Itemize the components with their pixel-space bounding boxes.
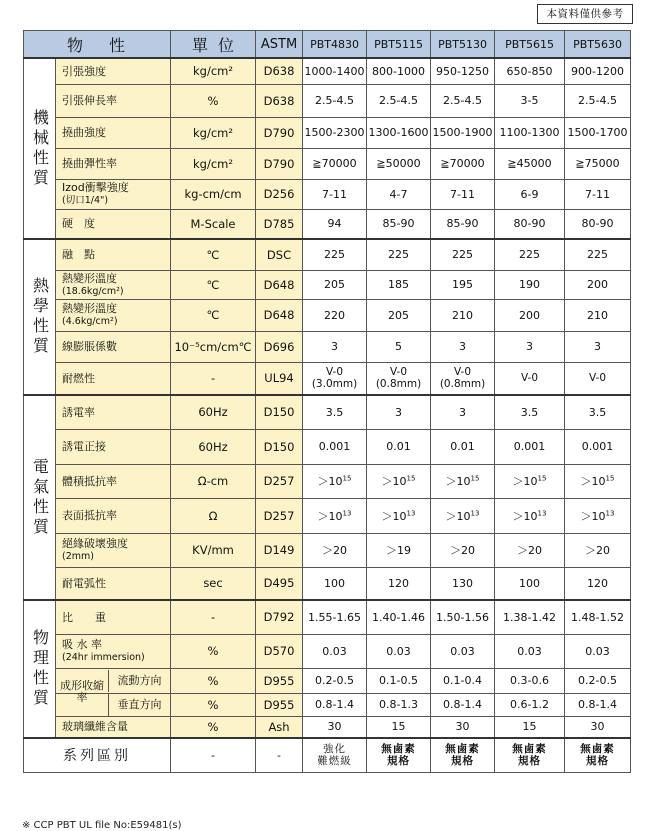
value-cell: 0.001 (495, 429, 565, 464)
property-name (56, 209, 171, 239)
value-cell: 0.2-0.5 (303, 668, 367, 693)
value-cell: 0.03 (495, 634, 565, 668)
value-cell: 0.1-0.5 (367, 668, 431, 693)
value-cell: ＞20 (303, 533, 367, 567)
value-cell: 800-1000 (367, 58, 431, 84)
value-cell: 80-90 (495, 209, 565, 239)
value-cell: 30 (303, 716, 367, 738)
value-cell: ≧75000 (565, 148, 631, 179)
value-cell: 1500-1700 (565, 117, 631, 148)
value-cell: 1.38-1.42 (495, 600, 565, 634)
property-name (56, 498, 171, 533)
value-cell (565, 464, 631, 498)
value-exponent: 15 (605, 474, 615, 483)
value-cell: 950-1250 (431, 58, 495, 84)
property-name (56, 395, 171, 429)
property-sublabel: (切口1/4") (62, 195, 109, 206)
value-cell: 3 (431, 395, 495, 429)
unit-cell: 60Hz (171, 429, 256, 464)
property-name (56, 331, 171, 362)
value-cell: 225 (495, 239, 565, 270)
property-name (56, 600, 171, 634)
value-cell (431, 464, 495, 498)
property-sublabel: (2mm) (62, 551, 94, 562)
value-cell (431, 498, 495, 533)
property-sublabel: (18.6kg/cm²) (62, 285, 124, 297)
value-cell: 225 (367, 239, 431, 270)
shrink-group-label: 成形收縮率 (60, 678, 104, 704)
value-cell: 3.5 (303, 395, 367, 429)
value-cell: 0.1-0.4 (431, 668, 495, 693)
value-cell: 0.01 (367, 429, 431, 464)
value-cell: 0.8-1.4 (303, 693, 367, 716)
unit-cell: Ω (171, 498, 256, 533)
unit-cell: 10⁻⁵cm/cm℃ (171, 331, 256, 362)
header-unit: 單位 (171, 31, 256, 59)
unit-cell: kg/cm² (171, 117, 256, 148)
table-row (24, 634, 631, 668)
value-cell: 2.5-4.5 (303, 84, 367, 117)
table-row (24, 84, 631, 117)
value-cell: 1.48-1.52 (565, 600, 631, 634)
astm-cell: D638 (256, 84, 303, 117)
astm-cell: D955 (256, 693, 303, 716)
table-row (24, 716, 631, 738)
header-row (24, 31, 631, 59)
unit-cell: kg-cm/cm (171, 179, 256, 209)
value-line: V-0 (325, 366, 344, 379)
property-name (56, 148, 171, 179)
value-line: V-0 (520, 372, 539, 385)
table-row (24, 270, 631, 299)
property-sublabel: (24hr immersion) (62, 652, 145, 663)
value-cell: 195 (431, 270, 495, 299)
value-exponent: 15 (342, 474, 352, 483)
value-cell: 225 (565, 239, 631, 270)
value-line: V-0 (453, 366, 472, 379)
value-cell: 0.001 (565, 429, 631, 464)
value-cell (303, 498, 367, 533)
value-cell: ≧50000 (367, 148, 431, 179)
property-label: 絕緣破壞強度 (62, 537, 128, 550)
header-grade: PBT5130 (431, 31, 495, 59)
value-cell: 0.01 (431, 429, 495, 464)
astm-cell: D792 (256, 600, 303, 634)
series-line: 無鹵素 (512, 743, 547, 756)
value-line: (0.8mm) (439, 378, 486, 391)
value-cell: 1500-1900 (431, 117, 495, 148)
property-label: Izod衝擊強度 (62, 181, 129, 194)
value-line: (3.0mm) (311, 378, 358, 391)
series-line: 規格 (387, 755, 411, 768)
value-cell: 0.001 (303, 429, 367, 464)
category-label: 機械性質 (24, 58, 56, 239)
unit-cell: ℃ (171, 239, 256, 270)
value-cell (495, 464, 565, 498)
astm-cell: D570 (256, 634, 303, 668)
astm-cell: D257 (256, 464, 303, 498)
unit-cell: Ω-cm (171, 464, 256, 498)
astm-cell: D150 (256, 429, 303, 464)
value-cell (565, 362, 631, 395)
property-name (56, 362, 171, 395)
value-cell: 200 (495, 299, 565, 331)
value-cell: ＞20 (565, 533, 631, 567)
value-cell: ≧70000 (303, 148, 367, 179)
value-exponent: 13 (605, 508, 615, 517)
property-name (56, 179, 171, 209)
table-row (24, 299, 631, 331)
value-cell: 1000-1400 (303, 58, 367, 84)
value-cell: 1300-1600 (367, 117, 431, 148)
value-cell: ＞20 (431, 533, 495, 567)
astm-cell: D638 (256, 58, 303, 84)
value-cell: 4-7 (367, 179, 431, 209)
value-cell: 200 (565, 270, 631, 299)
table-row (24, 148, 631, 179)
value-cell (303, 362, 367, 395)
table-row (24, 179, 631, 209)
table-row (24, 239, 631, 270)
value-line: V-0 (389, 366, 408, 379)
property-name (56, 716, 171, 738)
value-cell: 85-90 (431, 209, 495, 239)
astm-cell: D790 (256, 148, 303, 179)
value-line: V-0 (588, 372, 607, 385)
series-astm: - (256, 738, 303, 772)
value-cell: 85-90 (367, 209, 431, 239)
value-exponent: 13 (406, 508, 416, 517)
property-name (56, 464, 171, 498)
property-name (56, 270, 171, 299)
table-row (24, 395, 631, 429)
value-cell: 205 (303, 270, 367, 299)
value-cell: 225 (303, 239, 367, 270)
property-name (56, 84, 171, 117)
property-name (56, 117, 171, 148)
value-cell: 2.5-4.5 (431, 84, 495, 117)
value-cell: 0.8-1.3 (367, 693, 431, 716)
value-cell: 1500-2300 (303, 117, 367, 148)
astm-cell: D955 (256, 668, 303, 693)
value-cell: 1.40-1.46 (367, 600, 431, 634)
property-label: 耐燃性 (62, 371, 95, 385)
value-cell: 1100-1300 (495, 117, 565, 148)
value-cell: 220 (303, 299, 367, 331)
value-cell (565, 498, 631, 533)
property-label: 引張強度 (62, 64, 106, 78)
series-label: 系列區別 (24, 738, 171, 772)
property-label: 誘電率 (62, 405, 95, 419)
value-cell: 3 (431, 331, 495, 362)
astm-cell: D257 (256, 498, 303, 533)
value-cell: 185 (367, 270, 431, 299)
value-line: (0.8mm) (375, 378, 422, 391)
value-cell: 3 (565, 331, 631, 362)
property-label: 硬 度 (62, 217, 95, 231)
property-name (56, 429, 171, 464)
value-cell: 130 (431, 567, 495, 600)
value-cell: 3 (367, 395, 431, 429)
series-line: 強化 (323, 743, 347, 756)
property-label: 線膨脹係數 (62, 340, 117, 353)
value-cell: 6-9 (495, 179, 565, 209)
value-cell: 190 (495, 270, 565, 299)
category-label: 電氣性質 (24, 395, 56, 600)
unit-cell: % (171, 693, 256, 716)
value-prefix: ＞10 (512, 475, 538, 488)
property-label: 融 點 (62, 248, 95, 262)
header-property: 物性 (24, 31, 171, 59)
value-prefix: ＞10 (512, 509, 538, 523)
value-cell: 0.03 (431, 634, 495, 668)
value-cell: ≧45000 (495, 148, 565, 179)
unit-cell: ℃ (171, 270, 256, 299)
property-name (56, 239, 171, 270)
astm-cell: D696 (256, 331, 303, 362)
series-line: 規格 (451, 755, 475, 768)
header-grade: PBT5615 (495, 31, 565, 59)
series-cell (303, 738, 367, 772)
value-cell: ＞19 (367, 533, 431, 567)
property-name (56, 567, 171, 600)
unit-cell: kg/cm² (171, 148, 256, 179)
unit-cell: KV/mm (171, 533, 256, 567)
value-cell: 225 (431, 239, 495, 270)
property-label: 撓曲強度 (62, 126, 106, 139)
property-label: 誘電正接 (62, 440, 106, 453)
value-cell: 120 (565, 567, 631, 600)
series-cell (431, 738, 495, 772)
unit-cell: 60Hz (171, 395, 256, 429)
value-cell: 205 (367, 299, 431, 331)
property-label: 表面抵抗率 (62, 509, 117, 522)
value-cell: 120 (367, 567, 431, 600)
value-cell: 100 (303, 567, 367, 600)
value-cell (495, 362, 565, 395)
value-cell: 7-11 (565, 179, 631, 209)
property-label: 熱變形溫度 (62, 271, 117, 285)
footnote: ※ CCP PBT UL file No:E59481(s) (22, 820, 182, 831)
series-unit: - (171, 738, 256, 772)
series-cell (495, 738, 565, 772)
value-prefix: ＞10 (445, 509, 471, 523)
value-cell: 3.5 (565, 395, 631, 429)
astm-cell: UL94 (256, 362, 303, 395)
shrink-direction-text: 流動方向 (117, 673, 162, 687)
value-prefix: ＞10 (381, 509, 407, 523)
property-label: 耐電弧性 (62, 576, 106, 590)
header-astm: ASTM (256, 31, 303, 59)
value-prefix: ＞10 (580, 475, 606, 488)
table-row (24, 693, 631, 716)
value-cell: 650-850 (495, 58, 565, 84)
value-cell (367, 464, 431, 498)
unit-cell: M-Scale (171, 209, 256, 239)
astm-cell: Ash (256, 716, 303, 738)
unit-cell: % (171, 668, 256, 693)
value-cell: 0.03 (303, 634, 367, 668)
value-cell: 7-11 (303, 179, 367, 209)
value-cell: 3 (495, 331, 565, 362)
value-cell (431, 362, 495, 395)
value-cell: 15 (367, 716, 431, 738)
table-row (24, 498, 631, 533)
series-cell (565, 738, 631, 772)
value-cell: 15 (495, 716, 565, 738)
value-cell: ＞20 (495, 533, 565, 567)
unit-cell: - (171, 362, 256, 395)
astm-cell: D150 (256, 395, 303, 429)
value-prefix: ＞10 (317, 509, 343, 523)
value-exponent: 13 (342, 508, 352, 517)
value-prefix: ＞10 (445, 475, 471, 488)
value-cell: 3.5 (495, 395, 565, 429)
value-prefix: ＞10 (317, 475, 343, 488)
category-label: 物理性質 (24, 600, 56, 738)
value-cell: ≧70000 (431, 148, 495, 179)
table-row (24, 58, 631, 84)
unit-cell: ℃ (171, 299, 256, 331)
unit-cell: % (171, 84, 256, 117)
value-cell: 0.03 (565, 634, 631, 668)
reference-note: 本資料僅供參考 (537, 4, 633, 24)
property-label: 玻璃纖維含量 (62, 720, 128, 734)
value-cell: 5 (367, 331, 431, 362)
value-cell: 2.5-4.5 (565, 84, 631, 117)
value-cell: 2.5-4.5 (367, 84, 431, 117)
value-cell (367, 498, 431, 533)
astm-cell: D149 (256, 533, 303, 567)
value-cell: 210 (565, 299, 631, 331)
astm-cell: D256 (256, 179, 303, 209)
table-row (24, 567, 631, 600)
series-line: 規格 (586, 755, 610, 768)
series-line: 無鹵素 (445, 743, 480, 756)
property-name (56, 634, 171, 668)
astm-cell: D785 (256, 209, 303, 239)
value-cell (303, 464, 367, 498)
shrink-direction-text: 垂直方向 (117, 697, 162, 711)
value-exponent: 15 (470, 474, 480, 483)
series-line: 無鹵素 (580, 743, 615, 756)
unit-cell: sec (171, 567, 256, 600)
unit-cell: % (171, 716, 256, 738)
value-cell: 1.55-1.65 (303, 600, 367, 634)
series-line: 規格 (518, 755, 542, 768)
property-sublabel: (4.6kg/cm²) (62, 316, 118, 327)
table-row (24, 600, 631, 634)
value-cell: 3-5 (495, 84, 565, 117)
property-label: 比 重 (62, 610, 106, 624)
value-exponent: 13 (537, 508, 547, 517)
property-name (56, 299, 171, 331)
value-cell: 100 (495, 567, 565, 600)
value-cell: 0.2-0.5 (565, 668, 631, 693)
value-exponent: 15 (537, 474, 547, 483)
header-grade: PBT5630 (565, 31, 631, 59)
value-cell: 0.6-1.2 (495, 693, 565, 716)
astm-cell: D495 (256, 567, 303, 600)
property-label: 撓曲彈性率 (62, 157, 117, 170)
table-row (24, 362, 631, 395)
value-cell: 3 (303, 331, 367, 362)
value-cell: 80-90 (565, 209, 631, 239)
value-cell: 30 (431, 716, 495, 738)
astm-cell: D790 (256, 117, 303, 148)
table-row (24, 533, 631, 567)
table-row (24, 668, 631, 693)
value-cell: 1.50-1.56 (431, 600, 495, 634)
value-prefix: ＞10 (381, 475, 407, 488)
table-row (24, 117, 631, 148)
value-cell: 900-1200 (565, 58, 631, 84)
astm-cell: DSC (256, 239, 303, 270)
unit-cell: - (171, 600, 256, 634)
value-prefix: ＞10 (580, 509, 606, 523)
header-grade: PBT5115 (367, 31, 431, 59)
series-cell (367, 738, 431, 772)
value-exponent: 13 (470, 508, 480, 517)
value-cell: 30 (565, 716, 631, 738)
value-cell: 94 (303, 209, 367, 239)
property-label: 吸 水 率 (62, 638, 102, 651)
value-cell (367, 362, 431, 395)
unit-cell: kg/cm² (171, 58, 256, 84)
property-label: 熱變形溫度 (62, 302, 117, 315)
table-row (24, 331, 631, 362)
property-name (56, 533, 171, 567)
property-label: 引張伸長率 (62, 94, 117, 107)
value-cell: 0.03 (367, 634, 431, 668)
value-cell (495, 498, 565, 533)
value-cell: 0.8-1.4 (565, 693, 631, 716)
value-cell: 0.8-1.4 (431, 693, 495, 716)
properties-table (23, 30, 631, 773)
table-row (24, 209, 631, 239)
series-line: 無鹵素 (381, 743, 416, 756)
header-grade: PBT4830 (303, 31, 367, 59)
astm-cell: D648 (256, 299, 303, 331)
property-label: 體積抵抗率 (62, 474, 117, 488)
series-line: 難燃級 (317, 755, 352, 768)
category-label: 熱學性質 (24, 239, 56, 395)
value-cell: 0.3-0.6 (495, 668, 565, 693)
unit-cell: % (171, 634, 256, 668)
table-row (24, 464, 631, 498)
table-row (24, 429, 631, 464)
value-cell: 210 (431, 299, 495, 331)
value-cell: 7-11 (431, 179, 495, 209)
property-name (56, 58, 171, 84)
value-exponent: 15 (406, 474, 416, 483)
series-row (24, 738, 631, 772)
astm-cell: D648 (256, 270, 303, 299)
